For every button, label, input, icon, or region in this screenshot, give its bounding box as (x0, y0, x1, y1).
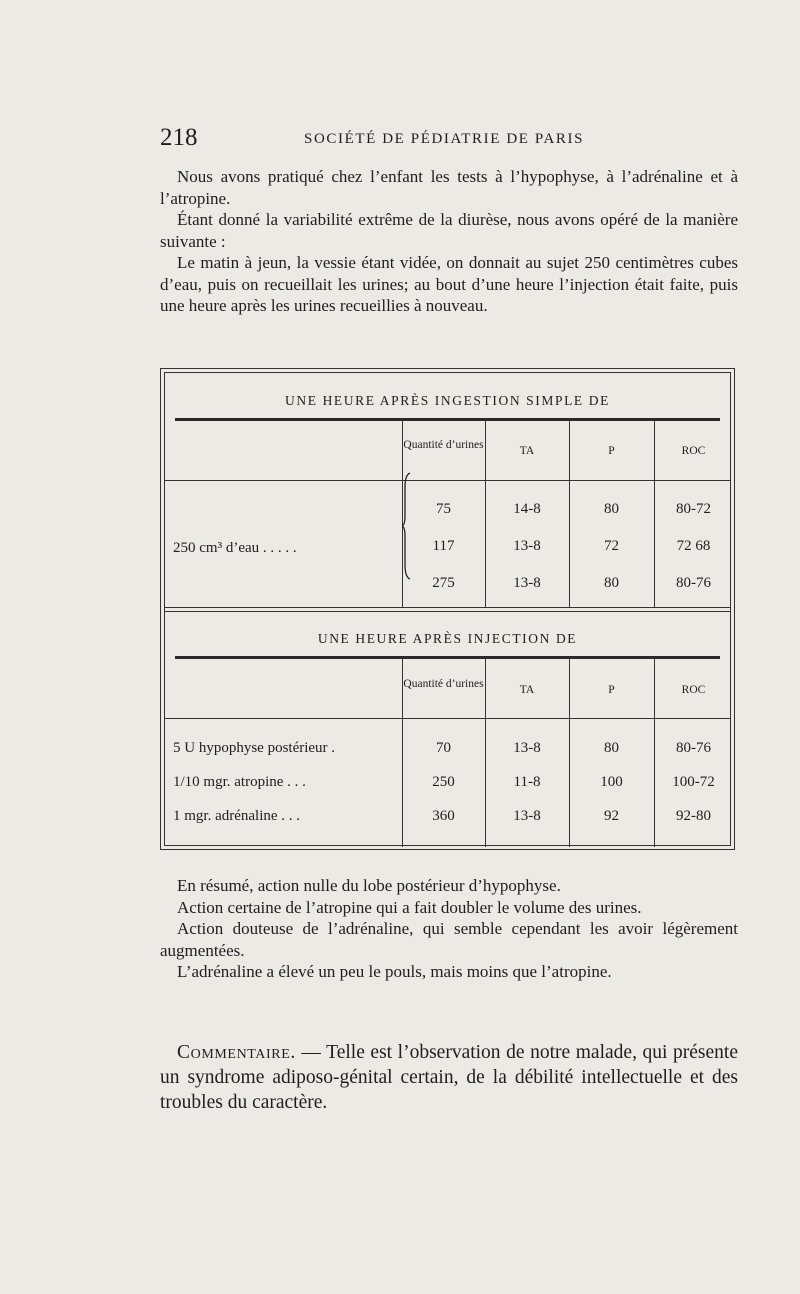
results-table (160, 368, 735, 850)
table2-cell-ta: 13-8 (513, 808, 541, 824)
table2-row-label: 1 mgr. adrénaline . . . (173, 808, 301, 824)
results-table-inner (164, 372, 731, 846)
table2-col-quantity: Quantité d’urines (403, 678, 484, 690)
page-number: 218 (160, 124, 198, 151)
brace-icon (402, 471, 412, 581)
table1-col-ta: TA (519, 445, 535, 457)
table1-rule (175, 418, 720, 421)
commentary-paragraph (160, 1040, 738, 1115)
table1-cell-roc: 80-76 (676, 575, 711, 591)
table2-cell-ta: 13-8 (513, 740, 541, 756)
table1-cell-quantity: 275 (432, 575, 455, 591)
table1-cell-p: 80 (604, 575, 619, 591)
table2-col-p: P (608, 684, 615, 696)
table2-cell-p: 80 (604, 740, 619, 756)
table1-cell-p: 80 (604, 501, 619, 517)
table2-header-rule (165, 718, 730, 719)
page-header (160, 124, 740, 158)
commentary (160, 1040, 738, 1115)
table1-cell-ta: 13-8 (513, 538, 541, 554)
conclusion-text (160, 875, 738, 983)
table2-cell-roc: 92-80 (676, 808, 711, 824)
running-title: SOCIÉTÉ DE PÉDIATRIE DE PARIS (304, 131, 585, 147)
table2-col-ta: TA (519, 684, 535, 696)
table-section-divider (165, 607, 730, 608)
commentary-text: — Telle est l’observation de notre malade, qui présente un syndrome adiposo-génital certain, de la débilité intellectuelle et des troubles du caractère. (160, 1042, 738, 1113)
table2-rule (175, 656, 720, 659)
intro-text (160, 166, 738, 317)
paragraph: Action douteuse de l’adrénaline, qui semble cependant les avoir légèrement augmentées. (160, 919, 738, 960)
table1-col-p: P (608, 445, 615, 457)
table-section-divider (165, 611, 730, 612)
table2-row-label: 1/10 mgr. atropine . . . (173, 774, 306, 790)
table2-cell-roc: 80-76 (676, 740, 711, 756)
table1-cell-ta: 14-8 (513, 501, 541, 517)
paragraph: Nous avons pratiqué chez l’enfant les tests à l’hypophyse, à l’adrénaline et à l’atropine. (160, 167, 738, 208)
table2-cell-p: 100 (600, 774, 623, 790)
table1-cell-quantity: 117 (432, 538, 455, 554)
table1-cell-roc: 80-72 (676, 501, 711, 517)
table1-cell-roc: 72 68 (676, 538, 711, 554)
paragraph: L’adrénaline a élevé un peu le pouls, mais moins que l’atropine. (177, 962, 612, 981)
table2-cell-quantity: 250 (432, 774, 455, 790)
table1-cell-quantity: 75 (436, 501, 451, 517)
commentary-label: Commentaire. (177, 1042, 296, 1063)
paragraph: Le matin à jeun, la vessie étant vidée, on donnait au sujet 250 centimètres cubes d’eau, puis on recueillait les urines; au bout d’une heure l’injection était faite, puis une heure après les urines recueillies à nouveau. (160, 253, 738, 315)
table1-col-roc: ROC (681, 445, 706, 457)
paragraph: Action certaine de l’atropine qui a fait doubler le volume des urines. (177, 897, 642, 917)
table2-cell-ta: 11-8 (513, 774, 541, 790)
table1-header-rule (165, 480, 730, 481)
table2-col-roc: ROC (681, 684, 706, 696)
table1-cell-ta: 13-8 (513, 575, 541, 591)
table2-row-label: 5 U hypophyse postérieur . (173, 740, 336, 756)
paragraph: En résumé, action nulle du lobe postérieur d’hypophyse. (177, 876, 561, 895)
table1-title: UNE HEURE APRÈS INGESTION SIMPLE DE (285, 393, 610, 408)
table2-cell-p: 92 (604, 808, 619, 824)
table2-cell-roc: 100-72 (672, 774, 715, 790)
table1-cell-p: 72 (604, 538, 619, 554)
paragraph: Étant donné la variabilité extrême de la diurèse, nous avons opéré de la manière suivante : (160, 210, 738, 251)
table1-row-label: 250 cm³ d’eau . . . . . (173, 540, 297, 556)
table2-title: UNE HEURE APRÈS INJECTION DE (317, 631, 578, 646)
table2-cell-quantity: 70 (436, 740, 451, 756)
table2-cell-quantity: 360 (432, 808, 455, 824)
table1-col-quantity: Quantité d’urines (403, 439, 484, 451)
